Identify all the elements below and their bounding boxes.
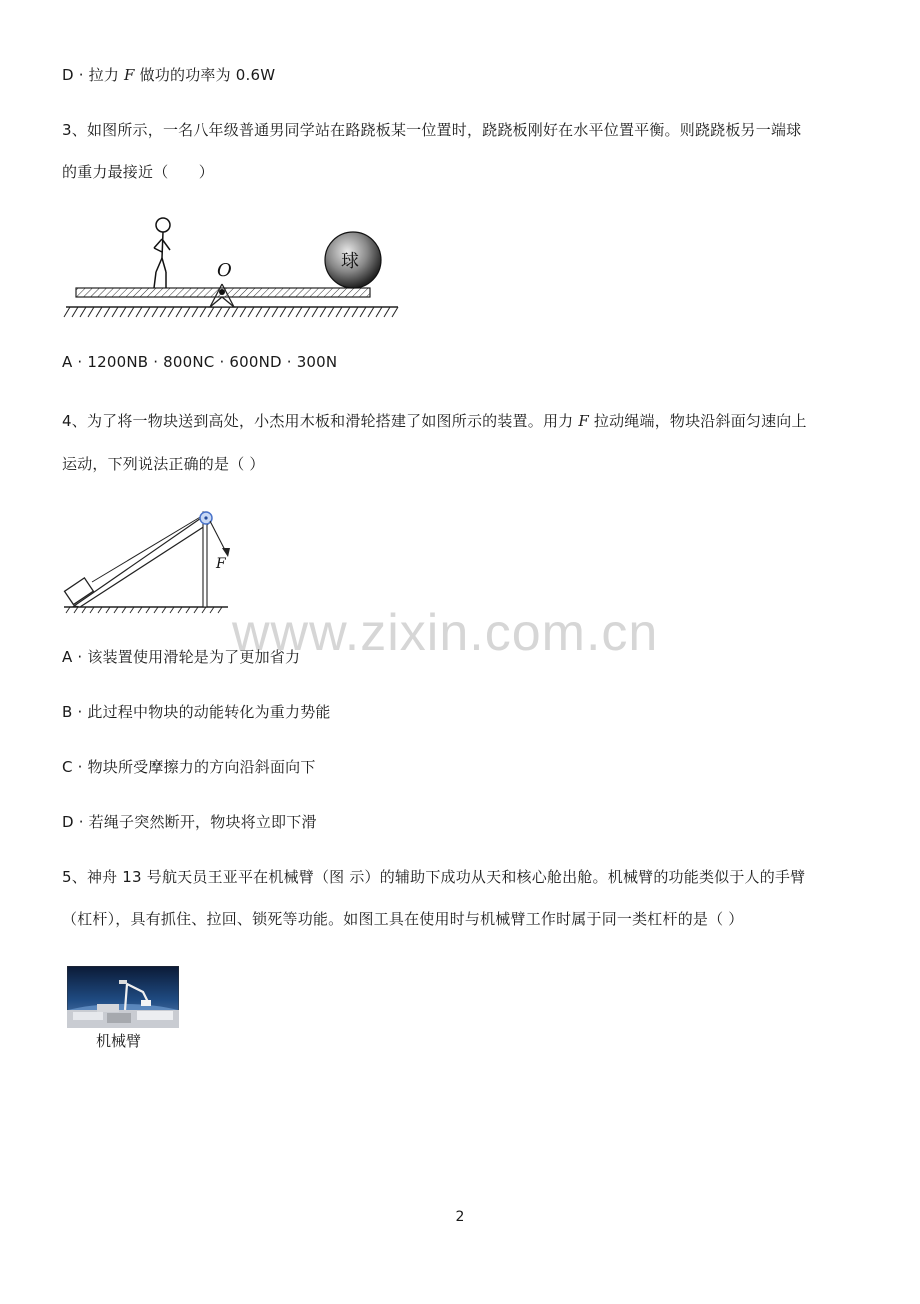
photo-caption: 机械臂 bbox=[96, 1032, 142, 1050]
robotic-arm-photo bbox=[67, 966, 179, 1028]
stick-figure-person bbox=[154, 218, 170, 288]
q4-option-a: A · 该装置使用滑轮是为了更加省力 bbox=[62, 648, 301, 666]
stem-text: 4、为了将一物块送到高处，小杰用木板和滑轮搭建了如图所示的装置。用力 bbox=[62, 412, 579, 430]
ground-hatch bbox=[64, 307, 398, 317]
q2-option-d bbox=[62, 64, 275, 85]
pivot-label: O bbox=[217, 260, 232, 281]
page-number: 2 bbox=[455, 1209, 465, 1225]
incline-pulley-figure bbox=[62, 502, 232, 617]
force-variable: F bbox=[578, 412, 589, 430]
q3-stem-line2: 的重力最接近（ ） bbox=[62, 163, 215, 181]
q5-stem-line1: 5、神舟 13 号航天员王亚平在机械臂（图 示）的辅助下成功从天和核心舱出舱。机械臂的功能类似于人的手臂 bbox=[62, 868, 806, 886]
q3-stem-line1: 3、如图所示，一名八年级普通男同学站在路跷板某一位置时，跷跷板刚好在水平位置平衡。则跷跷板另一端球 bbox=[62, 121, 802, 139]
ball-label: 球 bbox=[341, 251, 359, 272]
watermark: www.zixin.com.cn bbox=[232, 604, 659, 662]
q3-options: A · 1200NB · 800NC · 600ND · 300N bbox=[62, 353, 338, 371]
pivot-point bbox=[219, 289, 225, 295]
q5-stem-line2: （杠杆），具有抓住、拉回、锁死等功能。如图工具在使用时与机械臂工作时属于同一类杠杆的是（ ） bbox=[62, 910, 744, 928]
option-prefix: D · 拉力 bbox=[62, 66, 125, 84]
q4-option-d: D · 若绳子突然断开，物块将立即下滑 bbox=[62, 813, 317, 831]
fulcrum bbox=[210, 297, 234, 307]
stem-text: 拉动绳端，物块沿斜面匀速向上 bbox=[588, 412, 807, 430]
rope bbox=[92, 516, 202, 582]
q4-option-b: B · 此过程中物块的动能转化为重力势能 bbox=[62, 703, 331, 721]
q4-stem-line2: 运动，下列说法正确的是（ ） bbox=[62, 455, 265, 473]
q4-stem-line1 bbox=[62, 410, 807, 431]
force-label: F bbox=[216, 556, 226, 572]
support-post bbox=[203, 512, 207, 607]
seesaw-figure bbox=[62, 212, 402, 322]
option-text: 做功的功率为 0.6W bbox=[134, 66, 276, 84]
incline-board bbox=[74, 516, 208, 607]
q4-option-c: C · 物块所受摩擦力的方向沿斜面向下 bbox=[62, 758, 316, 776]
force-variable: F bbox=[124, 66, 135, 84]
